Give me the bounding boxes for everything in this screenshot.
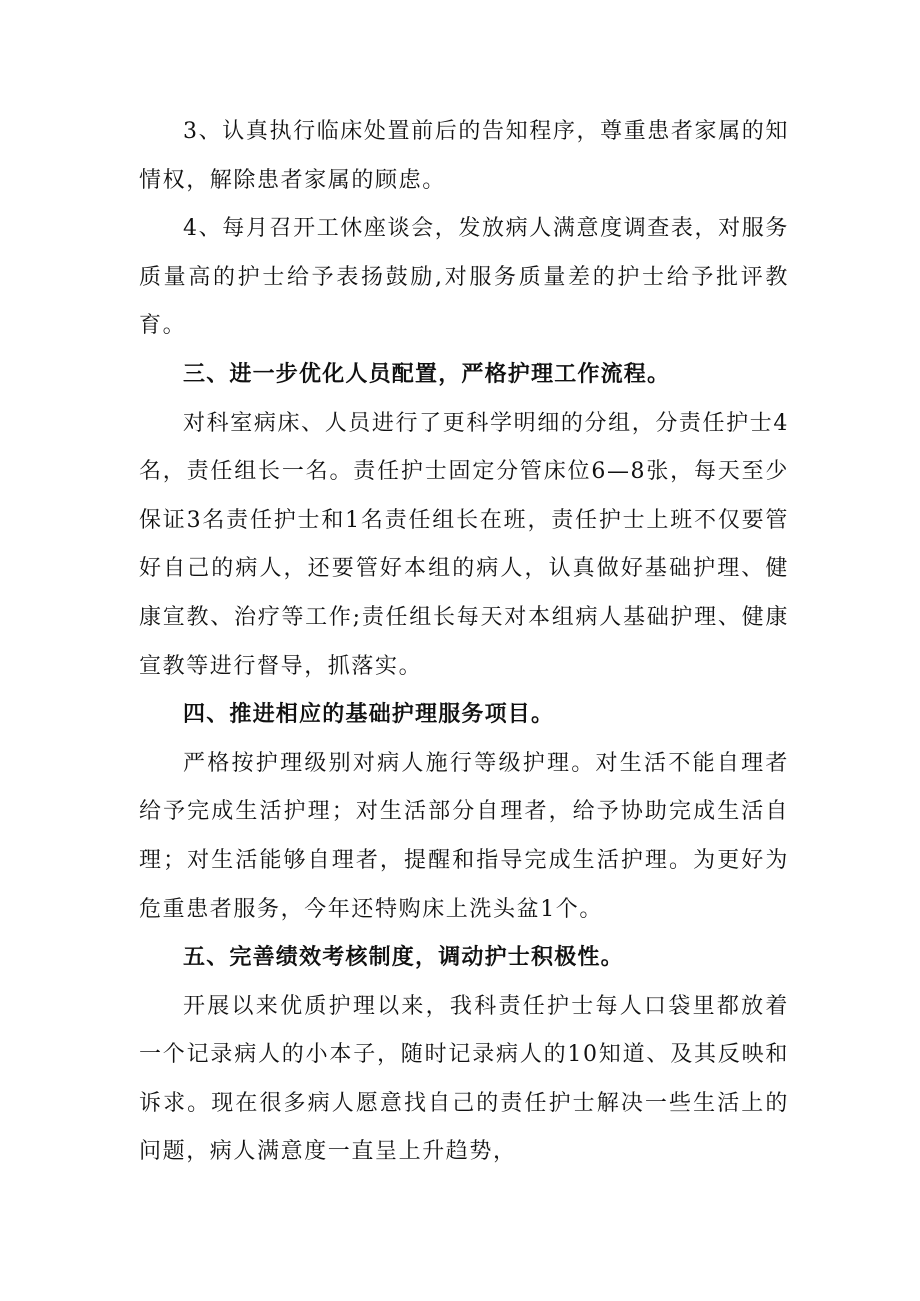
section-heading-4: 四、推进相应的基础护理服务项目。	[183, 702, 555, 728]
paragraph-item-3: 3、认真执行临床处置前后的告知程序，尊重患者家属的知情权，解除患者家属的顾虑。	[139, 119, 789, 193]
paragraph-basic-care: 严格按护理级别对病人施行等级护理。对生活不能自理者给予完成生活护理；对生活部分自理者，给予协助完成生活自理；对生活能够自理者，提醒和指导完成生活护理。为更好为危重患者服务，今年还特购床上洗头盆1个。	[139, 750, 789, 922]
paragraph-item-4: 4、每月召开工休座谈会，发放病人满意度调查表，对服务质量高的护士给予表扬鼓励,对服务质量差的护士给予批评教育。	[139, 216, 789, 339]
section-heading-5: 五、完善绩效考核制度，调动护士积极性。	[183, 945, 624, 971]
paragraph-performance: 开展以来优质护理以来，我科责任护士每人口袋里都放着一个记录病人的小本子，随时记录病人的10知道、及其反映和诉求。现在很多病人愿意找自己的责任护士解决一些生活上的问题，病人满意度一直呈上升趋势，	[139, 993, 789, 1165]
paragraph-staffing: 对科室病床、人员进行了更科学明细的分组，分责任护士4名，责任组长一名。责任护士固定分管床位6—8张，每天至少保证3名责任护士和1名责任组长在班，责任护士上班不仅要管好自己的病人，还要管好本组的病人，认真做好基础护理、健康宣教、治疗等工作;责任组长每天对本组病人基础护理、健康宣教等进行督导，抓落实。	[139, 410, 789, 679]
section-heading-3: 三、进一步优化人员配置，严格护理工作流程。	[183, 361, 671, 387]
document-body	[139, 108, 789, 1177]
